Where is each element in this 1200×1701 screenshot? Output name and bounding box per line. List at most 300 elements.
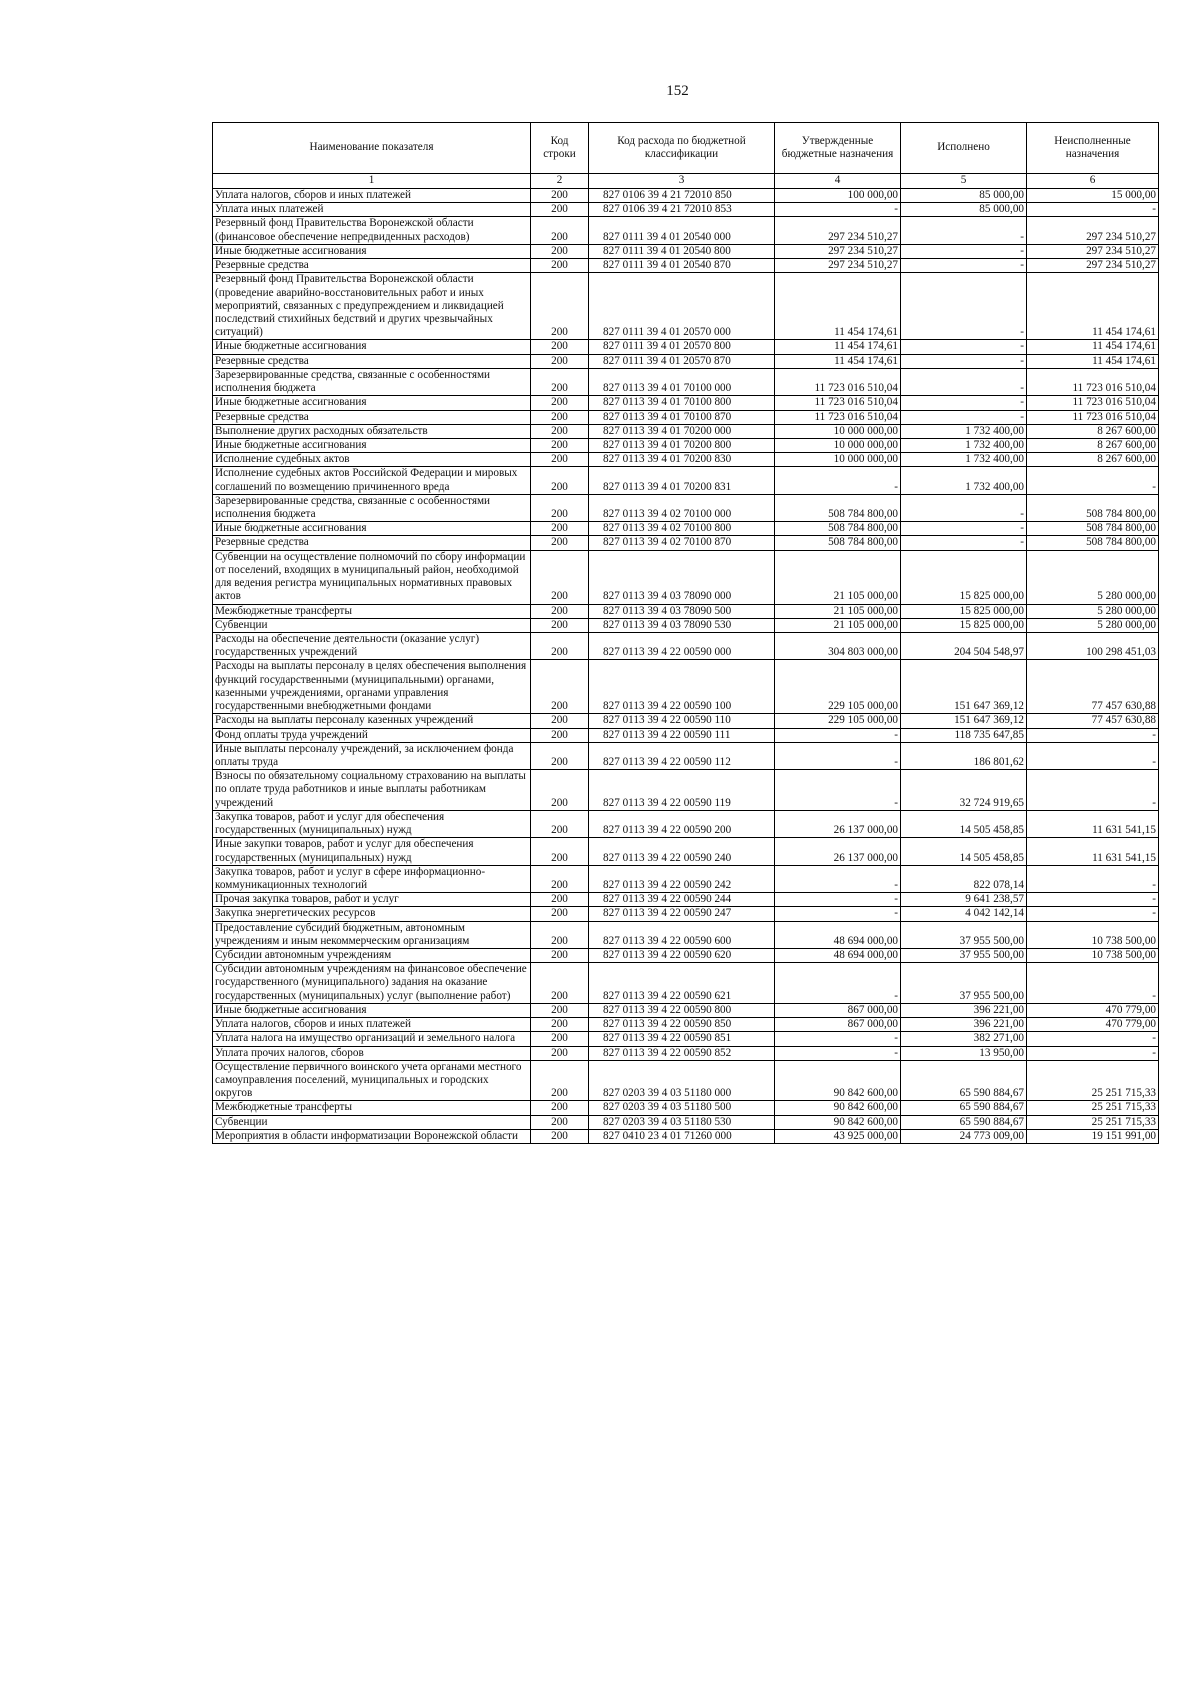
column-number: 1 [213, 174, 531, 189]
row-name: Иные закупки товаров, работ и услуг для обеспечения государственных (муниципальных) нужд [213, 838, 531, 865]
row-budget-code: 827 0113 39 4 01 70100 870 [589, 410, 775, 424]
row-executed: 13 950,00 [901, 1046, 1027, 1060]
row-executed: 186 801,62 [901, 742, 1027, 769]
row-line-code: 200 [531, 1060, 589, 1101]
budget-execution-table [212, 122, 1159, 1144]
row-approved: 508 784 800,00 [775, 522, 901, 536]
row-line-code: 200 [531, 742, 589, 769]
row-executed: 14 505 458,85 [901, 810, 1027, 837]
row-name: Субвенции [213, 1115, 531, 1129]
row-unexecuted: - [1027, 467, 1159, 494]
row-approved: - [775, 1032, 901, 1046]
row-name: Выполнение других расходных обязательств [213, 424, 531, 438]
table-row [213, 203, 1159, 217]
row-budget-code: 827 0111 39 4 01 20570 800 [589, 340, 775, 354]
header-name: Наименование показателя [213, 123, 531, 174]
row-unexecuted: - [1027, 770, 1159, 811]
row-approved: 229 105 000,00 [775, 660, 901, 714]
table-row [213, 1115, 1159, 1129]
table-row [213, 550, 1159, 604]
table-row [213, 273, 1159, 340]
table-row [213, 810, 1159, 837]
row-line-code: 200 [531, 522, 589, 536]
row-line-code: 200 [531, 770, 589, 811]
column-number: 5 [901, 174, 1027, 189]
table-row [213, 259, 1159, 273]
row-approved: - [775, 742, 901, 769]
row-name: Субсидии автономным учреждениям [213, 949, 531, 963]
header-approved: Утвержденные бюджетные назначения [775, 123, 901, 174]
row-budget-code: 827 0113 39 4 02 70100 000 [589, 494, 775, 521]
header-executed: Исполнено [901, 123, 1027, 174]
row-line-code: 200 [531, 660, 589, 714]
row-budget-code: 827 0111 39 4 01 20540 800 [589, 244, 775, 258]
row-name: Уплата налога на имущество организаций и земельного налога [213, 1032, 531, 1046]
row-approved: 11 454 174,61 [775, 354, 901, 368]
table-body [213, 189, 1159, 1144]
row-line-code: 200 [531, 618, 589, 632]
row-line-code: 200 [531, 259, 589, 273]
row-name: Уплата иных платежей [213, 203, 531, 217]
row-line-code: 200 [531, 907, 589, 921]
row-unexecuted: 297 234 510,27 [1027, 217, 1159, 244]
row-name: Иные бюджетные ассигнования [213, 396, 531, 410]
table-row [213, 189, 1159, 203]
row-budget-code: 827 0111 39 4 01 20570 870 [589, 354, 775, 368]
row-approved: 21 105 000,00 [775, 618, 901, 632]
row-executed: 4 042 142,14 [901, 907, 1027, 921]
row-executed: 14 505 458,85 [901, 838, 1027, 865]
row-budget-code: 827 0113 39 4 01 70200 000 [589, 424, 775, 438]
row-unexecuted: 8 267 600,00 [1027, 453, 1159, 467]
row-approved: 297 234 510,27 [775, 217, 901, 244]
row-line-code: 200 [531, 494, 589, 521]
row-unexecuted: 10 738 500,00 [1027, 921, 1159, 948]
row-executed: 65 590 884,67 [901, 1060, 1027, 1101]
row-unexecuted: 11 723 016 510,04 [1027, 368, 1159, 395]
row-line-code: 200 [531, 410, 589, 424]
row-line-code: 200 [531, 1115, 589, 1129]
row-executed: 1 732 400,00 [901, 424, 1027, 438]
row-name: Резервные средства [213, 410, 531, 424]
row-line-code: 200 [531, 1101, 589, 1115]
row-unexecuted: - [1027, 728, 1159, 742]
row-unexecuted: 25 251 715,33 [1027, 1115, 1159, 1129]
row-line-code: 200 [531, 244, 589, 258]
row-budget-code: 827 0113 39 4 01 70100 800 [589, 396, 775, 410]
table-row [213, 921, 1159, 948]
header-line-code: Код строки [531, 123, 589, 174]
row-approved: 90 842 600,00 [775, 1060, 901, 1101]
row-unexecuted: 11 454 174,61 [1027, 340, 1159, 354]
row-name: Иные бюджетные ассигнования [213, 1003, 531, 1017]
row-executed: 32 724 919,65 [901, 770, 1027, 811]
row-name: Зарезервированные средства, связанные с особенностями исполнения бюджета [213, 368, 531, 395]
row-budget-code: 827 0111 39 4 01 20540 000 [589, 217, 775, 244]
row-executed: 396 221,00 [901, 1018, 1027, 1032]
row-budget-code: 827 0203 39 4 03 51180 530 [589, 1115, 775, 1129]
row-unexecuted: 11 723 016 510,04 [1027, 410, 1159, 424]
row-unexecuted: 19 151 991,00 [1027, 1129, 1159, 1143]
column-number: 3 [589, 174, 775, 189]
row-executed: 24 773 009,00 [901, 1129, 1027, 1143]
table-row [213, 838, 1159, 865]
table-row [213, 742, 1159, 769]
header-budget-code: Код расхода по бюджетной классификации [589, 123, 775, 174]
row-budget-code: 827 0113 39 4 22 00590 620 [589, 949, 775, 963]
row-executed: 1 732 400,00 [901, 453, 1027, 467]
row-unexecuted: 15 000,00 [1027, 189, 1159, 203]
row-unexecuted: 470 779,00 [1027, 1018, 1159, 1032]
row-budget-code: 827 0113 39 4 22 00590 242 [589, 865, 775, 892]
table-row [213, 410, 1159, 424]
row-executed: - [901, 273, 1027, 340]
row-name: Межбюджетные трансферты [213, 1101, 531, 1115]
row-executed: - [901, 410, 1027, 424]
row-budget-code: 827 0113 39 4 22 00590 000 [589, 633, 775, 660]
row-executed: 118 735 647,85 [901, 728, 1027, 742]
row-executed: 1 732 400,00 [901, 467, 1027, 494]
table-row [213, 217, 1159, 244]
row-approved: 297 234 510,27 [775, 244, 901, 258]
row-executed: - [901, 536, 1027, 550]
row-approved: 867 000,00 [775, 1003, 901, 1017]
row-line-code: 200 [531, 217, 589, 244]
row-budget-code: 827 0410 23 4 01 71260 000 [589, 1129, 775, 1143]
row-approved: - [775, 770, 901, 811]
row-executed: 65 590 884,67 [901, 1101, 1027, 1115]
row-approved: 11 723 016 510,04 [775, 396, 901, 410]
table-row [213, 963, 1159, 1004]
row-line-code: 200 [531, 453, 589, 467]
row-unexecuted: - [1027, 742, 1159, 769]
row-line-code: 200 [531, 273, 589, 340]
row-budget-code: 827 0113 39 4 22 00590 600 [589, 921, 775, 948]
row-name: Закупка энергетических ресурсов [213, 907, 531, 921]
row-line-code: 200 [531, 368, 589, 395]
row-budget-code: 827 0113 39 4 22 00590 111 [589, 728, 775, 742]
row-name: Расходы на обеспечение деятельности (оказание услуг) государственных учреждений [213, 633, 531, 660]
page-number: 152 [666, 83, 689, 99]
row-name: Уплата прочих налогов, сборов [213, 1046, 531, 1060]
row-line-code: 200 [531, 838, 589, 865]
row-name: Предоставление субсидий бюджетным, автономным учреждениям и иным некоммерческим организациям [213, 921, 531, 948]
table-row [213, 618, 1159, 632]
row-name: Расходы на выплаты персоналу казенных учреждений [213, 714, 531, 728]
row-budget-code: 827 0113 39 4 22 00590 247 [589, 907, 775, 921]
row-budget-code: 827 0113 39 4 22 00590 800 [589, 1003, 775, 1017]
row-executed: 15 825 000,00 [901, 604, 1027, 618]
table-row [213, 1018, 1159, 1032]
row-name: Иные бюджетные ассигнования [213, 340, 531, 354]
row-name: Иные бюджетные ассигнования [213, 522, 531, 536]
table-row [213, 536, 1159, 550]
row-unexecuted: 25 251 715,33 [1027, 1060, 1159, 1101]
row-unexecuted: 77 457 630,88 [1027, 660, 1159, 714]
table-row [213, 368, 1159, 395]
row-budget-code: 827 0113 39 4 22 00590 119 [589, 770, 775, 811]
row-approved: - [775, 907, 901, 921]
row-name: Субвенции [213, 618, 531, 632]
row-name: Прочая закупка товаров, работ и услуг [213, 893, 531, 907]
row-budget-code: 827 0113 39 4 22 00590 240 [589, 838, 775, 865]
row-budget-code: 827 0111 39 4 01 20540 870 [589, 259, 775, 273]
row-line-code: 200 [531, 396, 589, 410]
row-unexecuted: 297 234 510,27 [1027, 259, 1159, 273]
table-row [213, 453, 1159, 467]
row-line-code: 200 [531, 1046, 589, 1060]
row-approved: 100 000,00 [775, 189, 901, 203]
row-budget-code: 827 0203 39 4 03 51180 500 [589, 1101, 775, 1115]
row-executed: - [901, 494, 1027, 521]
row-line-code: 200 [531, 424, 589, 438]
row-name: Иные бюджетные ассигнования [213, 244, 531, 258]
row-approved: - [775, 728, 901, 742]
row-budget-code: 827 0113 39 4 02 70100 800 [589, 522, 775, 536]
row-name: Иные выплаты персоналу учреждений, за исключением фонда оплаты труда [213, 742, 531, 769]
row-executed: 15 825 000,00 [901, 550, 1027, 604]
row-name: Уплата налогов, сборов и иных платежей [213, 1018, 531, 1032]
row-budget-code: 827 0113 39 4 03 78090 500 [589, 604, 775, 618]
row-budget-code: 827 0113 39 4 01 70100 000 [589, 368, 775, 395]
row-unexecuted: - [1027, 203, 1159, 217]
row-executed: 151 647 369,12 [901, 714, 1027, 728]
row-executed: 382 271,00 [901, 1032, 1027, 1046]
row-line-code: 200 [531, 963, 589, 1004]
row-executed: 396 221,00 [901, 1003, 1027, 1017]
row-unexecuted: 5 280 000,00 [1027, 550, 1159, 604]
row-approved: - [775, 1046, 901, 1060]
row-name: Резервный фонд Правительства Воронежской области (проведение аварийно-восстановительных работ и иных мероприятий, связанных с предупреждением и ликвидацией последствий стихийных бедствий и других чрезвычайных ситуаций) [213, 273, 531, 340]
table-row [213, 1060, 1159, 1101]
column-number: 2 [531, 174, 589, 189]
row-unexecuted: 11 723 016 510,04 [1027, 396, 1159, 410]
row-budget-code: 827 0113 39 4 03 78090 000 [589, 550, 775, 604]
row-executed: - [901, 217, 1027, 244]
row-name: Резервные средства [213, 536, 531, 550]
row-approved: 10 000 000,00 [775, 438, 901, 452]
row-name: Взносы по обязательному социальному страхованию на выплаты по оплате труда работников и иные выплаты работникам учреждений [213, 770, 531, 811]
row-budget-code: 827 0113 39 4 03 78090 530 [589, 618, 775, 632]
row-budget-code: 827 0113 39 4 22 00590 851 [589, 1032, 775, 1046]
row-name: Осуществление первичного воинского учета органами местного самоуправления поселений, муниципальных и городских округов [213, 1060, 531, 1101]
row-line-code: 200 [531, 203, 589, 217]
row-budget-code: 827 0113 39 4 01 70200 831 [589, 467, 775, 494]
row-unexecuted: 11 631 541,15 [1027, 838, 1159, 865]
row-name: Закупка товаров, работ и услуг в сфере информационно-коммуникационных технологий [213, 865, 531, 892]
row-approved: 48 694 000,00 [775, 949, 901, 963]
row-approved: 90 842 600,00 [775, 1115, 901, 1129]
row-approved: - [775, 203, 901, 217]
row-approved: 21 105 000,00 [775, 604, 901, 618]
row-approved: 11 723 016 510,04 [775, 410, 901, 424]
row-name: Закупка товаров, работ и услуг для обеспечения государственных (муниципальных) нужд [213, 810, 531, 837]
row-executed: - [901, 368, 1027, 395]
table-row [213, 907, 1159, 921]
row-executed: 1 732 400,00 [901, 438, 1027, 452]
row-line-code: 200 [531, 340, 589, 354]
row-unexecuted: 297 234 510,27 [1027, 244, 1159, 258]
row-unexecuted: 508 784 800,00 [1027, 536, 1159, 550]
row-unexecuted: 11 454 174,61 [1027, 354, 1159, 368]
row-unexecuted: - [1027, 1046, 1159, 1060]
row-budget-code: 827 0113 39 4 01 70200 830 [589, 453, 775, 467]
row-approved: 297 234 510,27 [775, 259, 901, 273]
row-approved: 48 694 000,00 [775, 921, 901, 948]
row-line-code: 200 [531, 633, 589, 660]
table-row [213, 244, 1159, 258]
row-line-code: 200 [531, 1032, 589, 1046]
row-unexecuted: - [1027, 907, 1159, 921]
table-row [213, 604, 1159, 618]
row-executed: 85 000,00 [901, 203, 1027, 217]
table-row [213, 728, 1159, 742]
row-executed: 37 955 500,00 [901, 963, 1027, 1004]
row-line-code: 200 [531, 949, 589, 963]
table-row [213, 865, 1159, 892]
row-approved: 229 105 000,00 [775, 714, 901, 728]
row-unexecuted: - [1027, 893, 1159, 907]
row-approved: 508 784 800,00 [775, 494, 901, 521]
row-line-code: 200 [531, 1018, 589, 1032]
row-executed: - [901, 354, 1027, 368]
row-approved: - [775, 963, 901, 1004]
table-row [213, 714, 1159, 728]
row-executed: - [901, 396, 1027, 410]
table-header-row [213, 123, 1159, 174]
row-approved: 11 454 174,61 [775, 273, 901, 340]
row-name: Иные бюджетные ассигнования [213, 438, 531, 452]
table-row [213, 633, 1159, 660]
row-unexecuted: - [1027, 1032, 1159, 1046]
row-approved: 10 000 000,00 [775, 424, 901, 438]
row-name: Субсидии автономным учреждениям на финансовое обеспечение государственного (муниципального) задания на оказание государственных (муниципальных) услуг (выполнение работ) [213, 963, 531, 1004]
row-line-code: 200 [531, 714, 589, 728]
row-approved: 43 925 000,00 [775, 1129, 901, 1143]
row-line-code: 200 [531, 1129, 589, 1143]
table-row [213, 354, 1159, 368]
column-number-row [213, 174, 1159, 189]
row-name: Межбюджетные трансферты [213, 604, 531, 618]
row-approved: 21 105 000,00 [775, 550, 901, 604]
row-approved: 10 000 000,00 [775, 453, 901, 467]
row-unexecuted: 11 631 541,15 [1027, 810, 1159, 837]
row-approved: 304 803 000,00 [775, 633, 901, 660]
row-unexecuted: 10 738 500,00 [1027, 949, 1159, 963]
header-unexecuted: Неисполненные назначения [1027, 123, 1159, 174]
row-budget-code: 827 0113 39 4 22 00590 621 [589, 963, 775, 1004]
table-row [213, 1101, 1159, 1115]
row-budget-code: 827 0113 39 4 22 00590 852 [589, 1046, 775, 1060]
row-name: Уплата налогов, сборов и иных платежей [213, 189, 531, 203]
table-row [213, 949, 1159, 963]
row-unexecuted: 8 267 600,00 [1027, 424, 1159, 438]
table-row [213, 1003, 1159, 1017]
row-executed: - [901, 244, 1027, 258]
row-line-code: 200 [531, 728, 589, 742]
row-line-code: 200 [531, 604, 589, 618]
row-line-code: 200 [531, 893, 589, 907]
row-budget-code: 827 0113 39 4 02 70100 870 [589, 536, 775, 550]
row-unexecuted: 8 267 600,00 [1027, 438, 1159, 452]
row-line-code: 200 [531, 810, 589, 837]
table-row [213, 396, 1159, 410]
row-line-code: 200 [531, 438, 589, 452]
row-unexecuted: 470 779,00 [1027, 1003, 1159, 1017]
row-name: Субвенции на осуществление полномочий по сбору информации от поселений, входящих в муниципальный район, необходимой для ведения регистра муниципальных нормативных правовых актов [213, 550, 531, 604]
row-budget-code: 827 0113 39 4 22 00590 850 [589, 1018, 775, 1032]
row-executed: 151 647 369,12 [901, 660, 1027, 714]
row-budget-code: 827 0113 39 4 01 70200 800 [589, 438, 775, 452]
row-unexecuted: 508 784 800,00 [1027, 522, 1159, 536]
table-row [213, 893, 1159, 907]
row-unexecuted: 5 280 000,00 [1027, 618, 1159, 632]
row-line-code: 200 [531, 189, 589, 203]
table-row [213, 340, 1159, 354]
row-line-code: 200 [531, 550, 589, 604]
row-unexecuted: - [1027, 963, 1159, 1004]
table-row [213, 660, 1159, 714]
row-line-code: 200 [531, 536, 589, 550]
column-number: 6 [1027, 174, 1159, 189]
row-budget-code: 827 0203 39 4 03 51180 000 [589, 1060, 775, 1101]
row-name: Резервные средства [213, 259, 531, 273]
row-budget-code: 827 0113 39 4 22 00590 244 [589, 893, 775, 907]
row-line-code: 200 [531, 354, 589, 368]
table-row [213, 1032, 1159, 1046]
row-approved: 867 000,00 [775, 1018, 901, 1032]
row-executed: 15 825 000,00 [901, 618, 1027, 632]
row-approved: 26 137 000,00 [775, 810, 901, 837]
row-budget-code: 827 0106 39 4 21 72010 850 [589, 189, 775, 203]
row-executed: 37 955 500,00 [901, 949, 1027, 963]
table-row [213, 438, 1159, 452]
row-approved: 11 454 174,61 [775, 340, 901, 354]
row-unexecuted: 11 454 174,61 [1027, 273, 1159, 340]
row-budget-code: 827 0113 39 4 22 00590 100 [589, 660, 775, 714]
row-budget-code: 827 0113 39 4 22 00590 112 [589, 742, 775, 769]
row-executed: 822 078,14 [901, 865, 1027, 892]
row-executed: - [901, 522, 1027, 536]
row-budget-code: 827 0106 39 4 21 72010 853 [589, 203, 775, 217]
row-name: Исполнение судебных актов [213, 453, 531, 467]
row-name: Резервные средства [213, 354, 531, 368]
row-approved: - [775, 467, 901, 494]
row-executed: 204 504 548,97 [901, 633, 1027, 660]
row-budget-code: 827 0113 39 4 22 00590 110 [589, 714, 775, 728]
row-name: Расходы на выплаты персоналу в целях обеспечения выполнения функций государственными (муниципальными) органами, казенными учреждениями, органами управления государственными внебюджетными фондами [213, 660, 531, 714]
row-approved: 90 842 600,00 [775, 1101, 901, 1115]
row-name: Исполнение судебных актов Российской Федерации и мировых соглашений по возмещению причиненного вреда [213, 467, 531, 494]
table-row [213, 522, 1159, 536]
row-budget-code: 827 0111 39 4 01 20570 000 [589, 273, 775, 340]
row-approved: 508 784 800,00 [775, 536, 901, 550]
row-unexecuted: 77 457 630,88 [1027, 714, 1159, 728]
row-unexecuted: - [1027, 865, 1159, 892]
table-row [213, 1129, 1159, 1143]
row-line-code: 200 [531, 467, 589, 494]
row-line-code: 200 [531, 865, 589, 892]
row-approved: - [775, 865, 901, 892]
row-executed: 37 955 500,00 [901, 921, 1027, 948]
row-budget-code: 827 0113 39 4 22 00590 200 [589, 810, 775, 837]
row-approved: 26 137 000,00 [775, 838, 901, 865]
row-unexecuted: 100 298 451,03 [1027, 633, 1159, 660]
table-row [213, 770, 1159, 811]
row-executed: - [901, 340, 1027, 354]
row-approved: 11 723 016 510,04 [775, 368, 901, 395]
row-line-code: 200 [531, 921, 589, 948]
